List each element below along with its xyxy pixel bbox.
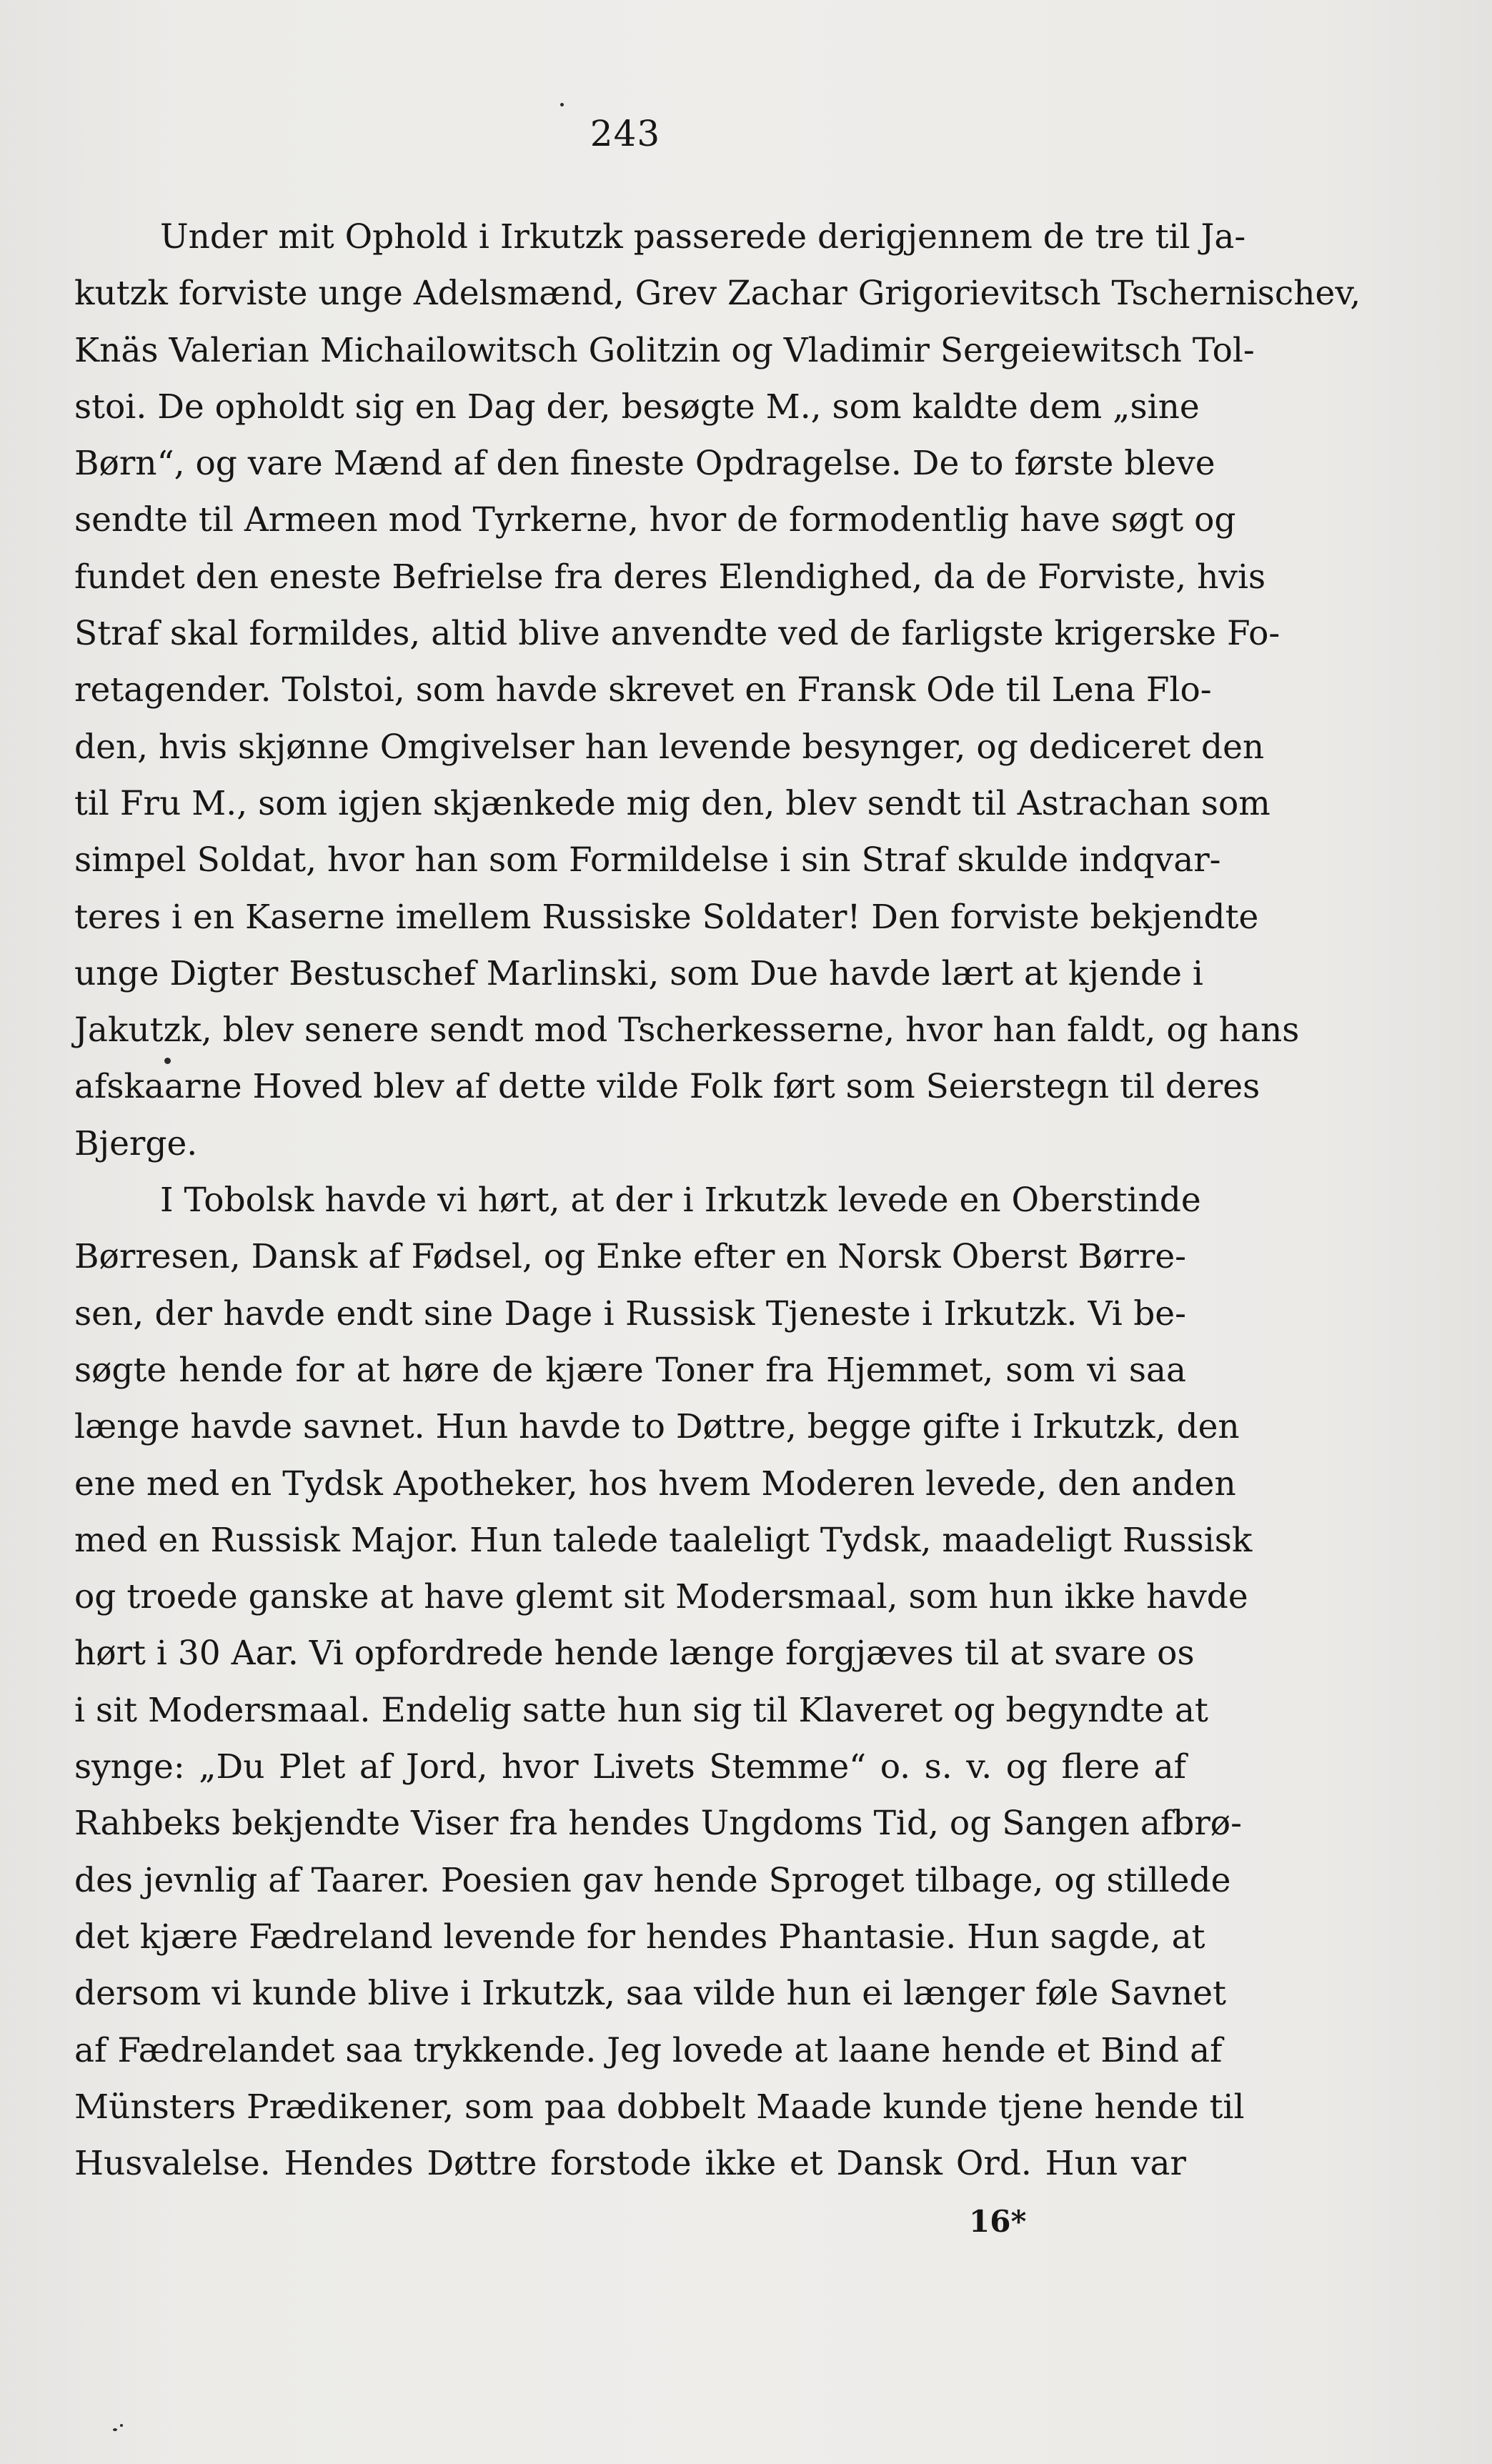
text-line: teres i en Kaserne imellem Russiske Soldater! Den forviste bekjendte: [74, 897, 1259, 937]
text-line: Straf skal formildes, altid blive anvendte ved de farligste krigerske Fo-: [74, 614, 1280, 654]
text-line: hørt i 30 Aar. Vi opfordrede hende længe forgjæves til at svare os: [74, 1634, 1195, 1674]
text-line: og troede ganske at have glemt sit Modersmaal, som hun ikke havde: [74, 1577, 1248, 1617]
text-line: Bjerge.: [74, 1123, 198, 1163]
text-line: unge Digter Bestuschef Marlinski, som Due havde lært at kjende i: [74, 953, 1203, 993]
text-line: synge: „Du Plet af Jord, hvor Livets Stemme“ o. s. v. og flere af: [74, 1747, 1186, 1787]
text-line: simpel Soldat, hvor han som Formildelse i sin Straf skulde indqvar-: [74, 840, 1221, 880]
text-line: af Fædrelandet saa trykkende. Jeg lovede at laane hende et Bind af: [74, 2030, 1223, 2070]
text-line: sen, der havde endt sine Dage i Russisk Tjeneste i Irkutzk. Vi be-: [74, 1293, 1186, 1333]
text-line: Jakutzk, blev senere sendt mod Tscherkesserne, hvor han faldt, og hans: [74, 1010, 1300, 1050]
text-line: Under mit Ophold i Irkutzk passerede derigjennem de tre til Ja-: [160, 217, 1246, 257]
text-line: dersom vi kunde blive i Irkutzk, saa vilde hun ei længer føle Savnet: [74, 1974, 1226, 2014]
body-text: [74, 209, 1361, 2192]
ink-speck: [164, 1058, 171, 1064]
text-line: fundet den eneste Befrielse fra deres Elendighed, da de Forviste, hvis: [74, 557, 1266, 597]
text-line: Knäs Valerian Michailowitsch Golitzin og Vladimir Sergeiewitsch Tol-: [74, 330, 1255, 370]
page-number: 243: [590, 113, 661, 154]
ink-speck: [560, 103, 564, 106]
text-line: retagender. Tolstoi, som havde skrevet en Fransk Ode til Lena Flo-: [74, 670, 1212, 710]
text-line: i sit Modersmaal. Endelig satte hun sig til Klaveret og begyndte at: [74, 1690, 1208, 1730]
text-line: Husvalelse. Hendes Døttre forstode ikke et Dansk Ord. Hun var: [74, 2144, 1186, 2184]
signature-mark: 16*: [969, 2204, 1027, 2239]
text-line: med en Russisk Major. Hun talede taaleligt Tydsk, maadeligt Russisk: [74, 1520, 1253, 1560]
text-line: Børresen, Dansk af Fødsel, og Enke efter en Norsk Oberst Børre-: [74, 1237, 1187, 1277]
text-line: til Fru M., som igjen skjænkede mig den, blev sendt til Astrachan som: [74, 783, 1270, 823]
text-line: Børn“, og vare Mænd af den fineste Opdragelse. De to første bleve: [74, 444, 1215, 484]
ink-speck: [113, 2428, 117, 2431]
ink-speck: [120, 2424, 123, 2427]
text-line: kutzk forviste unge Adelsmænd, Grev Zachar Grigorievitsch Tschernischev,: [74, 274, 1361, 314]
text-line: ene med en Tydsk Apotheker, hos hvem Moderen levede, den anden: [74, 1464, 1236, 1504]
text-line: stoi. De opholdt sig en Dag der, besøgte M., som kaldte dem „sine: [74, 387, 1200, 427]
text-line: den, hvis skjønne Omgivelser han levende besynger, og dediceret den: [74, 727, 1265, 767]
text-line: des jevnlig af Taarer. Poesien gav hende Sproget tilbage, og stillede: [74, 1860, 1231, 1900]
text-line: sendte til Armeen mod Tyrkerne, hvor de formodentlig have søgt og: [74, 500, 1236, 540]
text-line: søgte hende for at høre de kjære Toner fra Hjemmet, som vi saa: [74, 1350, 1186, 1390]
text-line: længe havde savnet. Hun havde to Døttre, begge gifte i Irkutzk, den: [74, 1407, 1240, 1447]
text-line: Münsters Prædikener, som paa dobbelt Maade kunde tjene hende til: [74, 2087, 1245, 2127]
text-line: Rahbeks bekjendte Viser fra hendes Ungdoms Tid, og Sangen afbrø-: [74, 1804, 1242, 1844]
text-line: I Tobolsk havde vi hørt, at der i Irkutzk levede en Oberstinde: [160, 1181, 1201, 1221]
text-line: det kjære Fædreland levende for hendes Phantasie. Hun sagde, at: [74, 1917, 1205, 1957]
text-line: afskaarne Hoved blev af dette vilde Folk ført som Seierstegn til deres: [74, 1067, 1260, 1107]
